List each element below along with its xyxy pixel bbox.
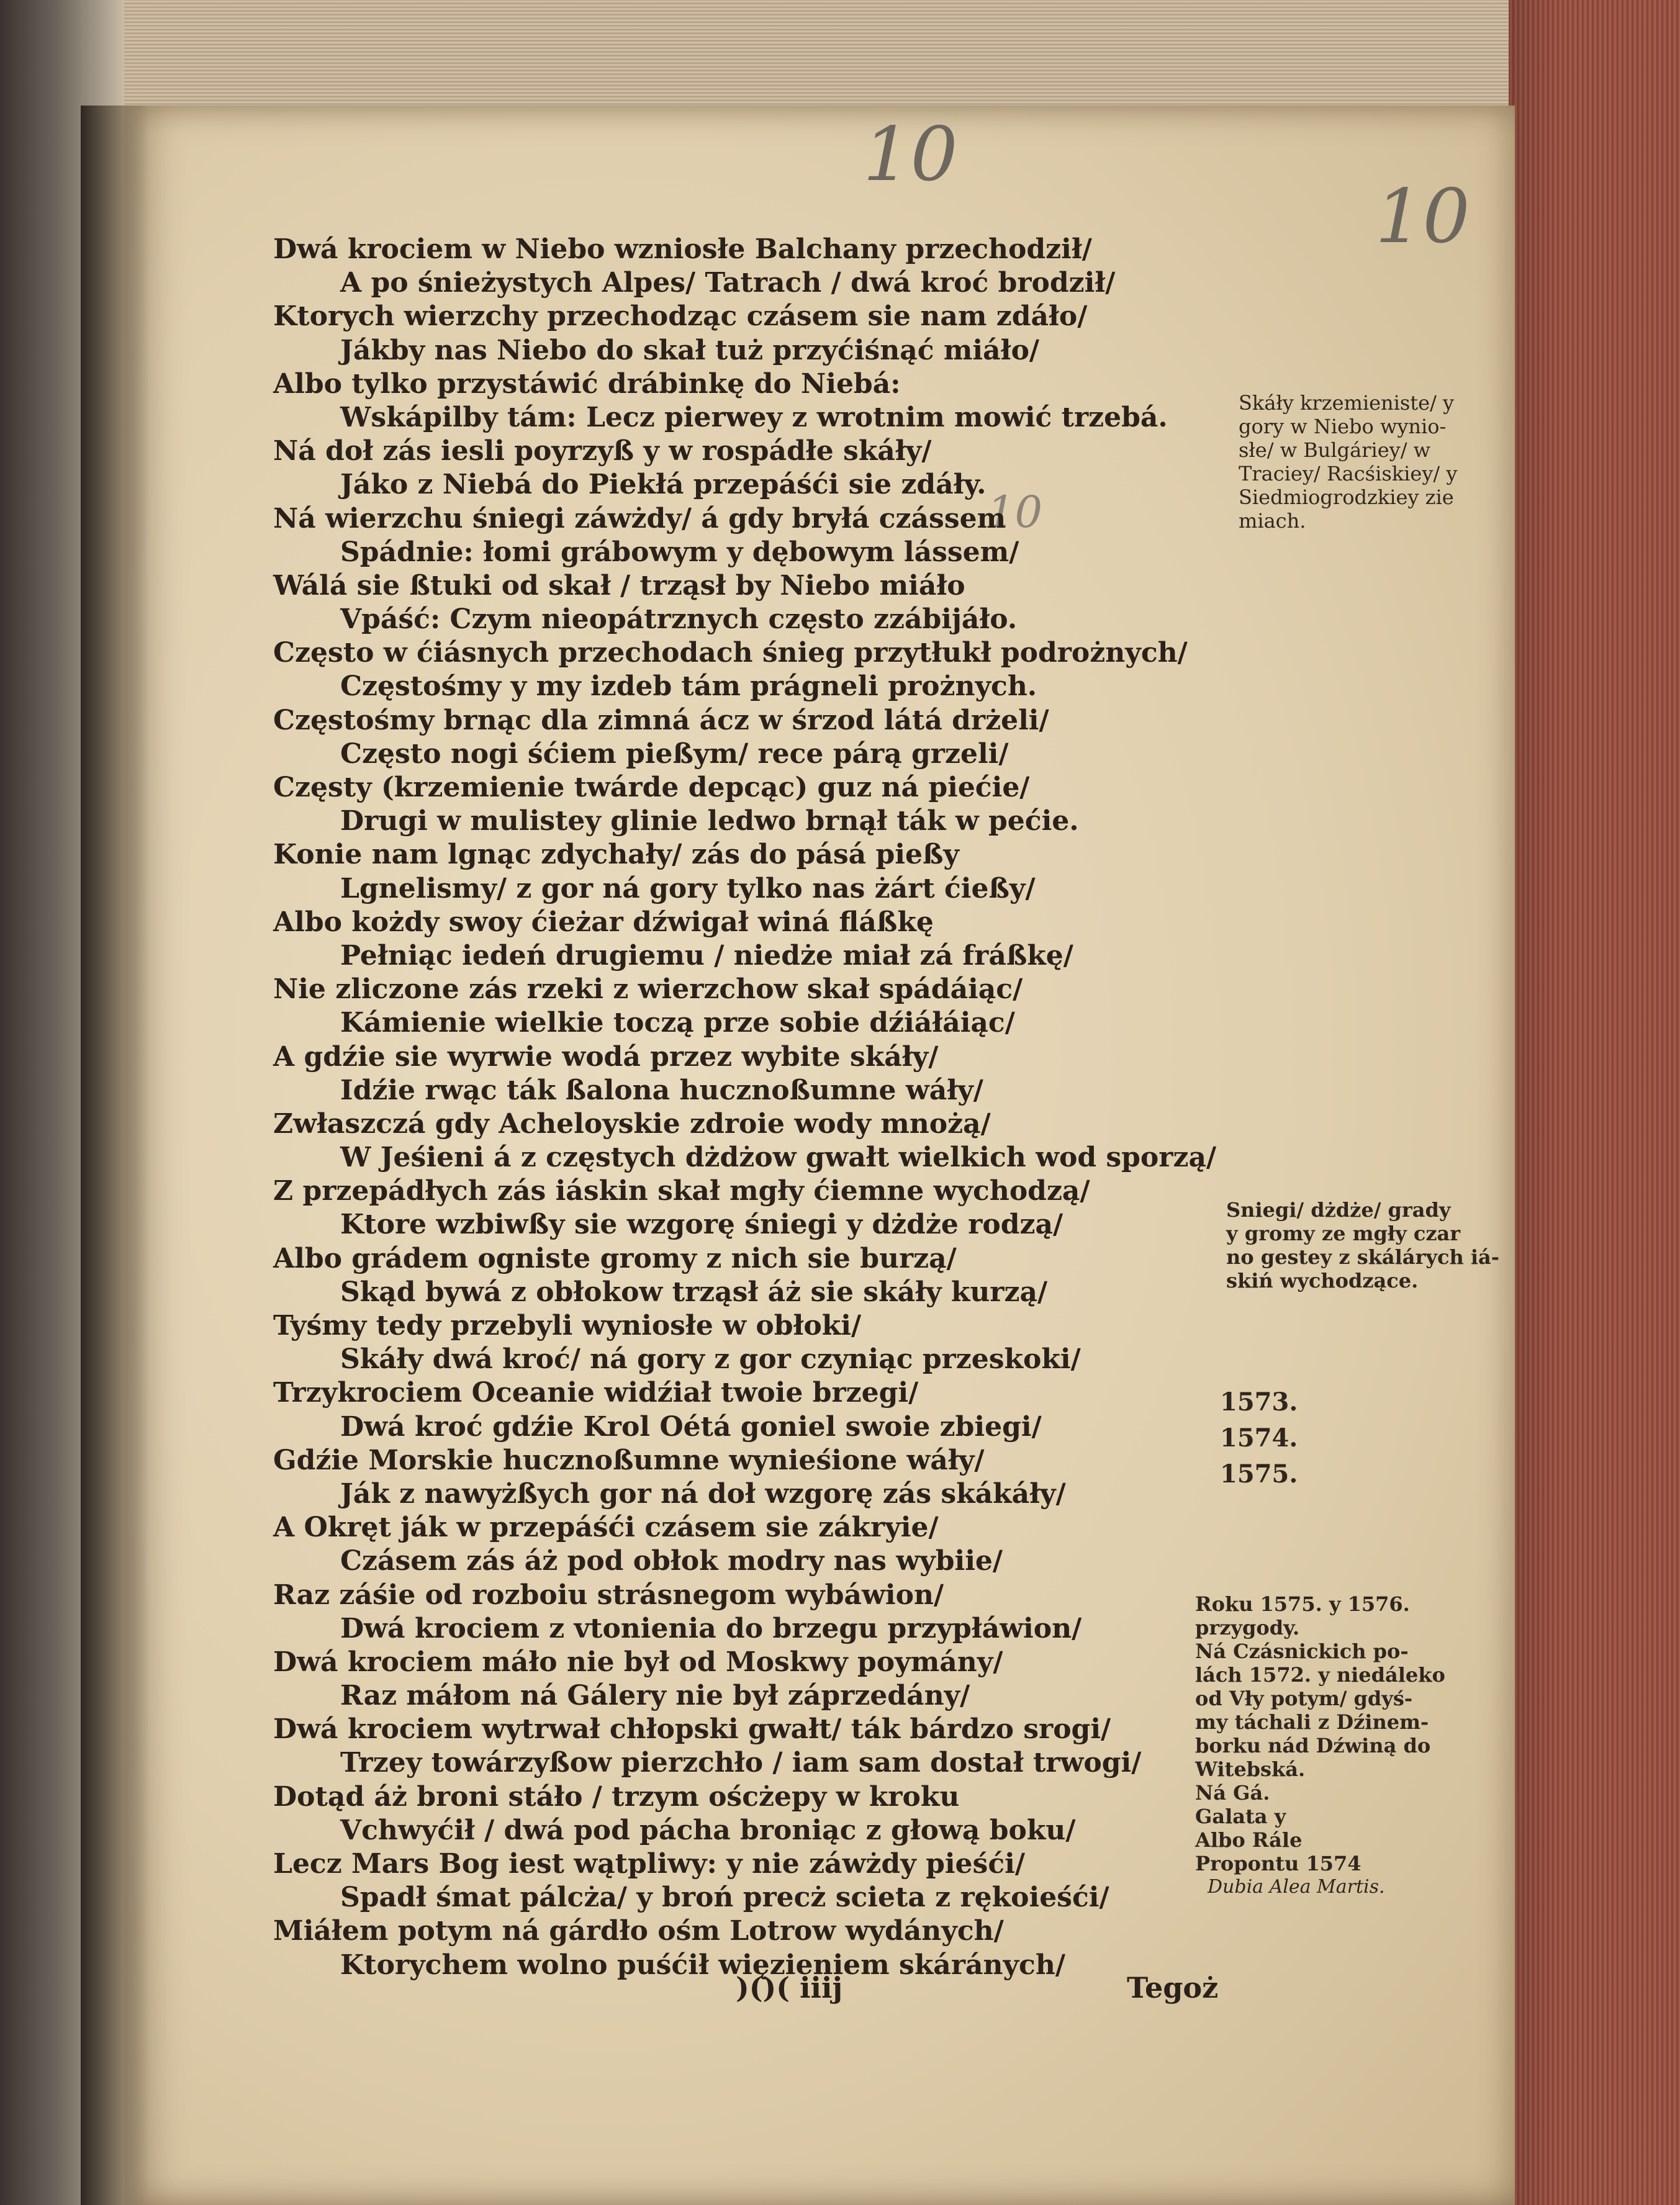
folio-number-ink: 10 [1375,174,1470,260]
verse-line: Dwá krociem wytrwał chłopski gwałt/ ták bárdzo srogi/ [273,1713,1111,1746]
margin-note-line: skiń wychodzące. [1226,1269,1419,1292]
verse-line: Kámienie wielkie toczą prze sobie dźiáłáiąc/ [340,1007,1015,1039]
verse-line: Z przepádłych zás iáskin skał mgły ćiemne wychodzą/ [273,1175,1090,1207]
verse-line: Skáły dwá kroć/ ná gory z gor czyniąc przeskoki/ [340,1343,1081,1376]
margin-note-line: gory w Niebo wynio- [1239,415,1447,438]
verse-line: A gdźie sie wyrwie wodá przez wybite skáły/ [273,1040,939,1073]
margin-note-line: Propontu 1574 [1195,1852,1362,1875]
verse-line: Lgnelismy/ z gor ná gory tylko nas żárt ćießy/ [340,872,1036,904]
verse-line: Vpáść: Czym nieopátrznych często zzábijáło. [340,603,1018,636]
verse-line: Dwá krociem máło nie był od Moskwy poymány/ [273,1646,1003,1678]
margin-note-adventures-lines [1195,1592,1445,1875]
verse-line: Vchwyćił / dwá pod pácha broniąc z głową boku/ [340,1814,1076,1846]
margin-note-line: Traciey/ Racśiskiey/ y [1239,462,1458,485]
verse-line: Dotąd áż broni stáło / trzym oścżepy w kroku [273,1780,960,1813]
margin-note-line: przygody. [1195,1616,1300,1639]
verse-line: Wálá sie ßtuki od skał / trząsł by Niebo miáło [273,569,965,602]
verse-line: A po śnieżystych Alpes/ Tatrach / dwá kroć brodził/ [340,267,1116,299]
margin-note-line: Witebská. [1195,1757,1306,1781]
folio-number-pencil: 10 [863,112,958,198]
verse-line: Ktorych wierzchy przechodząc czásem sie nam zdáło/ [273,300,1088,333]
verse-line: Miáłem potym ná gárdło ośm Lotrow wydánych/ [273,1915,1004,1947]
verse-line: Spadł śmat pálcża/ y broń precż scieta z rękoieśći/ [340,1882,1109,1914]
verse-line: Ják z nawyżßych gor ná doł wzgorę zás skákáły/ [340,1477,1066,1510]
margin-note-adventures [1195,1592,1445,1899]
catchword: Tegoż [1127,1971,1219,2004]
margin-note-line: słe/ w Bulgáriey/ w [1239,438,1431,462]
verse-line: A Okręt ják w przepáśći czásem sie zákryie/ [273,1512,939,1544]
margin-note-line: Roku 1575. y 1576. [1195,1592,1410,1616]
margin-note-line: my táchali z Dźinem- [1195,1710,1429,1734]
verse-line: Częstośmy y my izdeb tám prágneli prożnych. [340,670,1037,703]
margin-note-line: borku nád Dźwiną do [1195,1734,1431,1757]
margin-note-years [1220,1384,1298,1492]
verse-line: Lecz Mars Bog iest wątpliwy: y nie záwżdy pieśći/ [273,1848,1025,1880]
verse-line: Często w ćiásnych przechodach śnieg przytłukł podrożnych/ [273,637,1188,669]
margin-note-line: no gestey z skálárych iá- [1226,1245,1500,1269]
margin-note-line: y gromy ze mgły czar [1226,1222,1461,1245]
verse-line: Pełniąc iedeń drugiemu / niedże miał zá fráßkę/ [340,939,1073,972]
verse-line: Idźie rwąc ták ßalona hucznoßumne wáły/ [340,1074,983,1106]
verse-line: Drugi w mulistey glinie ledwo brnął ták w pećie. [340,805,1079,837]
margin-note-line: Ná Gá. [1195,1781,1270,1805]
margin-note-mountains [1239,391,1457,533]
margin-note-weather [1226,1198,1499,1292]
margin-note-line: 1574. [1220,1423,1298,1453]
printer-signature: )()( iiij [736,1971,843,2004]
verse-text [273,233,1217,1982]
verse-line: Często nogi śćiem pießym/ rece párą grzeli/ [340,737,1009,770]
margin-note-line: od Vły potym/ gdyś- [1195,1687,1413,1710]
verse-line: Jákby nas Niebo do skał tuż przyćiśnąć miáło/ [340,334,1039,366]
verse-line: Trzykrociem Oceanie widźiał twoie brzegi/ [273,1377,919,1409]
margin-note-line: Siedmiogrodzkiey zie [1239,485,1454,509]
verse-line: Częstośmy brnąc dla zimná ácz w śrzod látá drżeli/ [273,704,1049,736]
verse-line: Tyśmy tedy przebyli wyniosłe w obłoki/ [273,1310,862,1341]
margin-note-line: 1573. [1220,1387,1298,1417]
verse-line: Wskápilby tám: Lecz pierwey z wrotnim mowić trzebá. [340,401,1168,433]
margin-note-line: Albo Rále [1195,1828,1303,1852]
verse-line: Trzey towárzyßow pierzchło / iam sam dostał trwogi/ [340,1747,1142,1779]
verse-line: Jáko z Niebá do Piekłá przepáśći sie zdáły. [340,469,987,501]
verse-line: Albo kożdy swoy ćieżar dźwigał winá fláßkę [273,906,934,938]
page-gutter [81,106,149,2205]
margin-note-line: Skáły krzemieniste/ y [1239,391,1455,415]
verse-line: Albo tylko przystáwić drábinkę do Niebá: [273,367,901,400]
margin-note-motto: Dubia Alea Martis. [1208,1876,1385,1898]
margin-note-line: lách 1572. y niedáleko [1195,1663,1445,1687]
folio-number-faint: 10 [987,487,1043,538]
verse-line: Zwłaszczá gdy Acheloyskie zdroie wody mnożą/ [273,1107,991,1140]
verse-line: Gdźie Morskie hucznoßumne wynieśione wáły/ [273,1444,985,1476]
verse-line: Raz máłom ná Gálery nie był záprzedány/ [340,1680,970,1712]
verse-line: Ktore wzbiwßy sie wzgorę śniegi y dżdże rodzą/ [340,1209,1064,1241]
margin-note-line: Sniegi/ dżdże/ grady [1226,1198,1451,1222]
verse-line: Dwá krociem z vtonienia do brzegu przypłáwion/ [340,1612,1082,1644]
verse-line: Częsty (krzemienie twárde depcąc) guz ná piećie/ [273,772,1030,803]
verse-line: Dwá krociem w Niebo wzniosłe Balchany przechodził/ [273,233,1092,265]
margin-note-line: miach. [1239,509,1306,533]
margin-note-line: 1575. [1220,1459,1298,1489]
verse-line: Spádnie: łomi grábowym y dębowym lássem/ [340,536,1019,568]
verse-line: Nie zliczone zás rzeki z wierzchow skał spádáiąc/ [273,973,1023,1006]
verse-line: Konie nam lgnąc zdychały/ zás do pásá pießy [273,839,959,871]
page-edges-right [1509,0,1680,2205]
verse-line: Dwá kroć gdźie Krol Oétá goniel swoie zbiegi/ [340,1410,1042,1443]
verse-line: W Jeśieni á z częstych dżdżow gwałt wielkich wod sporzą/ [340,1142,1217,1174]
verse-line: Raz záśie od rozboiu strásnegom wybáwion/ [273,1579,944,1611]
margin-note-line: Ná Czásnickich po- [1195,1639,1409,1663]
verse-line: Skąd bywá z obłokow trząsł áż sie skáły kurzą/ [340,1276,1048,1308]
verse-line: Albo grádem ogniste gromy z nich sie burzą/ [273,1242,957,1274]
verse-line: Ná doł zás iesli poyrzyß y w rospádłe skáły/ [273,435,932,467]
verse-line: Ná wierzchu śniegi záwżdy/ á gdy bryłá czássem [273,502,1006,534]
margin-note-line: Galata y [1195,1805,1286,1828]
verse-line: Czásem zás áż pod obłok modry nas wybiie/ [340,1545,1003,1577]
verse-line: Ktorychem wolno puśćił więzieniem skáránych/ [340,1949,1065,1981]
